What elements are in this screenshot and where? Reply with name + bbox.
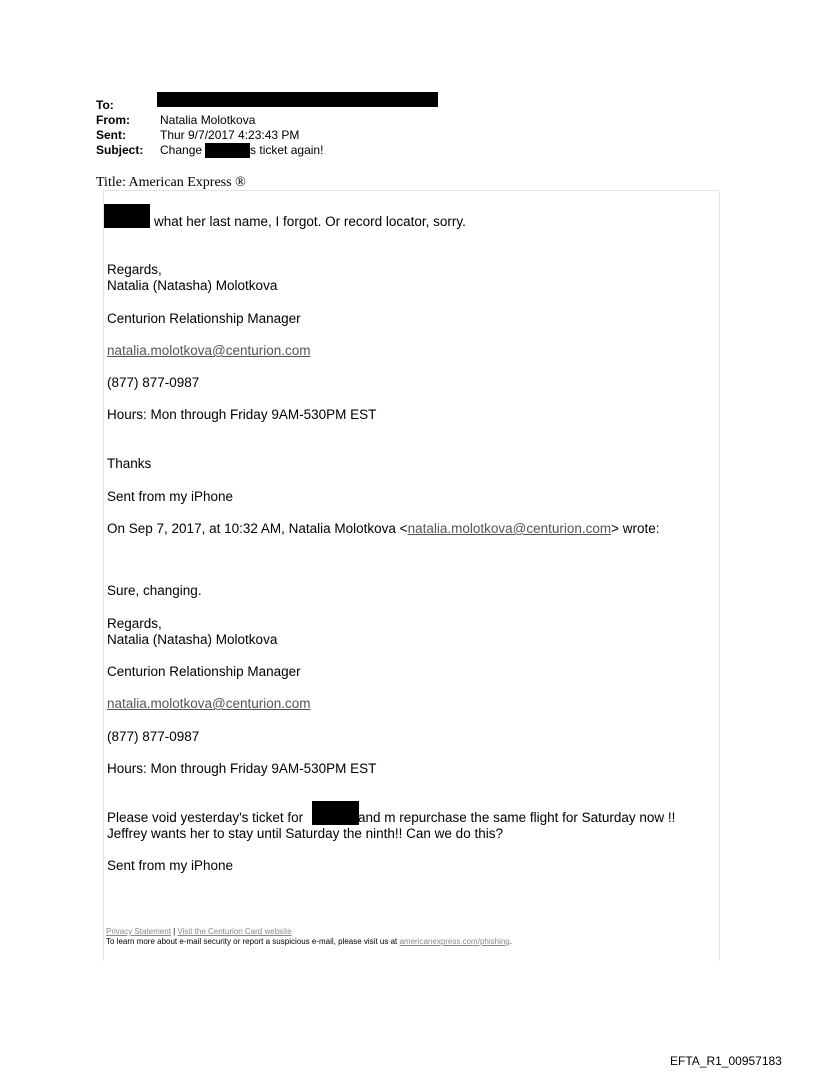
subject-post: s ticket again! — [250, 143, 324, 157]
signature-name: Natalia (Natasha) Molotkova — [107, 278, 278, 293]
thanks-text: Thanks — [107, 456, 152, 471]
from-row — [96, 113, 323, 128]
phishing-link[interactable]: americanexpress.com/phishing — [399, 937, 510, 946]
centurion-website-link[interactable]: Visit the Centurion Card website — [177, 927, 292, 936]
security-notice-text: To learn more about e-mail security or report a suspicious e-mail, please visit us at — [106, 937, 400, 946]
redaction-void — [312, 801, 359, 825]
void-request-prefix: Please void yesterday's ticket for — [107, 810, 304, 825]
bates-number: EFTA_R1_00957183 — [670, 1054, 782, 1068]
signature-hours: Hours: Mon through Friday 9AM-530PM EST — [107, 407, 377, 422]
subject-pre: Change — [160, 143, 203, 157]
sent-label: Sent: — [96, 128, 126, 142]
from-value: Natalia Molotkova — [160, 113, 256, 127]
subject-row — [96, 143, 323, 158]
sent-value: Thur 9/7/2017 4:23:43 PM — [160, 128, 300, 142]
quote-suffix: > wrote: — [611, 521, 660, 536]
quote-header — [107, 521, 660, 537]
signature-email-link[interactable]: natalia.molotkova@centurion.com — [107, 343, 311, 358]
redaction-to — [157, 92, 438, 107]
sent-from-iphone-2: Sent from my iPhone — [107, 858, 234, 873]
redaction-line1 — [104, 204, 150, 228]
signature-name-2: Natalia (Natasha) Molotkova — [107, 632, 278, 647]
redaction-subject — [205, 143, 250, 158]
footer-separator: | — [170, 927, 178, 936]
sent-from-iphone: Sent from my iPhone — [107, 489, 234, 504]
signature-role: Centurion Relationship Manager — [107, 311, 301, 326]
security-notice-end: . — [509, 937, 512, 946]
footer-links — [106, 927, 292, 937]
privacy-statement-link[interactable]: Privacy Statement — [106, 927, 171, 936]
void-request-suffix: and m repurchase the same flight for Saturday now !! — [358, 810, 676, 825]
quote-email-link[interactable]: natalia.molotkova@centurion.com — [407, 521, 612, 536]
footer-security-notice — [106, 937, 512, 947]
from-label: From: — [96, 113, 130, 127]
signature-hours-2: Hours: Mon through Friday 9AM-530PM EST — [107, 761, 377, 776]
signature-email-link-2[interactable]: natalia.molotkova@centurion.com — [107, 696, 311, 711]
regards-text: Regards, — [107, 262, 162, 277]
quote-prefix: On Sep 7, 2017, at 10:32 AM, Natalia Molotkova < — [107, 521, 408, 536]
jeffrey-line: Jeffrey wants her to stay until Saturday the ninth!! Can we do this? — [107, 826, 503, 841]
message-frame — [103, 190, 720, 961]
subject-label: Subject: — [96, 143, 144, 157]
email-header — [96, 98, 323, 158]
to-label: To: — [96, 98, 114, 112]
signature-phone: (877) 877-0987 — [107, 375, 200, 390]
signature-role-2: Centurion Relationship Manager — [107, 664, 301, 679]
signature-phone-2: (877) 877-0987 — [107, 729, 200, 744]
sent-row — [96, 128, 323, 143]
body-line1: what her last name, I forgot. Or record locator, sorry. — [154, 214, 466, 229]
document-title: Title: American Express ® — [96, 175, 246, 190]
sure-changing-text: Sure, changing. — [107, 583, 202, 598]
regards-text-2: Regards, — [107, 616, 162, 631]
